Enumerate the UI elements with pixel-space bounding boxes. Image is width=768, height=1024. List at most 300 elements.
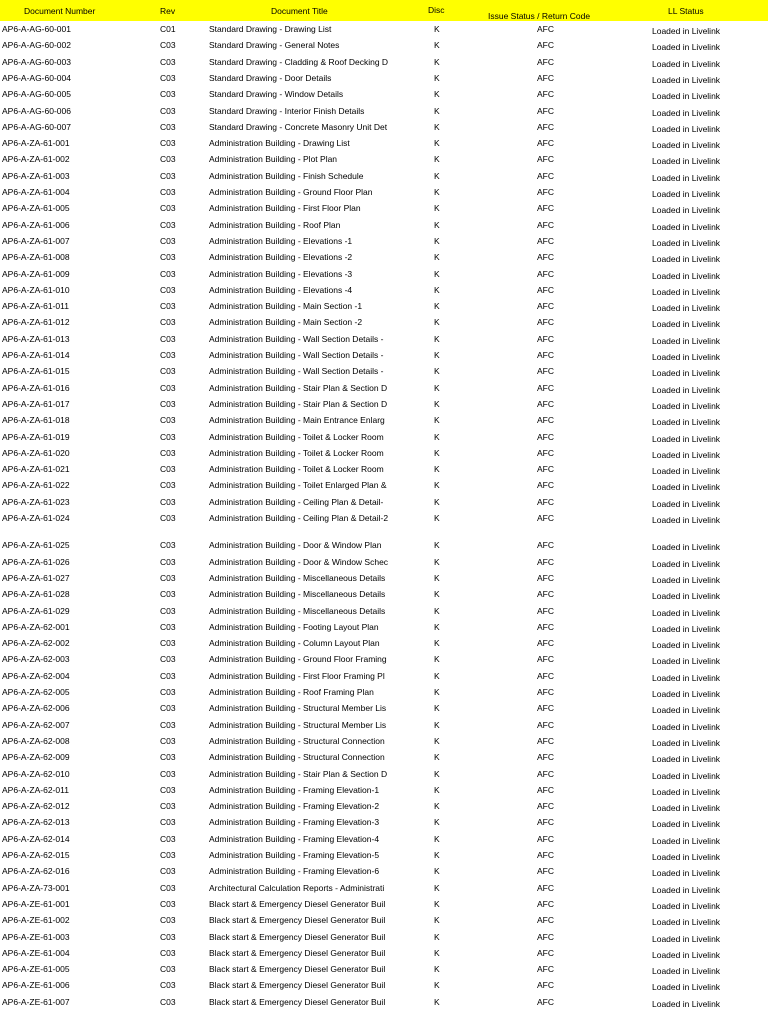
row-ll-status[interactable]: Loaded in Livelink: [652, 558, 721, 569]
header-ll-status[interactable]: LL Status: [668, 6, 704, 16]
row-issue-status[interactable]: AFC: [537, 398, 554, 409]
row-document-title[interactable]: Black start & Emergency Diesel Generator Buil: [209, 964, 386, 975]
row-ll-status[interactable]: Loaded in Livelink: [652, 172, 721, 183]
row-ll-status[interactable]: Loaded in Livelink: [652, 574, 721, 585]
table-row[interactable]: [0, 899, 768, 913]
row-rev[interactable]: C03: [160, 589, 176, 600]
row-document-number[interactable]: AP6-A-ZA-61-028: [2, 589, 70, 600]
row-issue-status[interactable]: AFC: [537, 638, 554, 649]
row-document-title[interactable]: Administration Building - Plot Plan: [209, 154, 338, 165]
row-disc[interactable]: K: [434, 801, 440, 812]
table-row[interactable]: [0, 464, 768, 478]
row-disc[interactable]: K: [434, 752, 440, 763]
header-rev[interactable]: Rev: [160, 6, 176, 16]
row-issue-status[interactable]: AFC: [537, 801, 554, 812]
row-rev[interactable]: C03: [160, 654, 176, 665]
row-rev[interactable]: C03: [160, 235, 176, 246]
row-rev[interactable]: C03: [160, 866, 176, 877]
row-issue-status[interactable]: AFC: [537, 24, 554, 34]
row-ll-status[interactable]: Loaded in Livelink: [652, 156, 721, 167]
row-ll-status[interactable]: Loaded in Livelink: [652, 868, 721, 879]
table-row[interactable]: [0, 866, 768, 880]
row-ll-status[interactable]: Loaded in Livelink: [652, 656, 721, 667]
row-rev[interactable]: C03: [160, 605, 176, 616]
row-issue-status[interactable]: AFC: [537, 40, 554, 51]
row-document-number[interactable]: AP6-A-ZA-61-007: [2, 235, 70, 246]
row-disc[interactable]: K: [434, 866, 440, 877]
table-row[interactable]: [0, 334, 768, 348]
row-ll-status[interactable]: Loaded in Livelink: [652, 591, 721, 602]
table-row[interactable]: [0, 171, 768, 185]
row-document-number[interactable]: AP6-A-ZA-62-009: [2, 752, 70, 763]
row-document-number[interactable]: AP6-A-ZA-61-023: [2, 496, 70, 507]
row-document-title[interactable]: Administration Building - Ground Floor Framing: [209, 654, 387, 665]
row-disc[interactable]: K: [434, 415, 440, 426]
row-issue-status[interactable]: AFC: [537, 556, 554, 567]
row-issue-status[interactable]: AFC: [537, 268, 554, 279]
row-issue-status[interactable]: AFC: [537, 687, 554, 697]
row-issue-status[interactable]: AFC: [537, 154, 554, 165]
table-row[interactable]: [0, 606, 768, 620]
row-document-title[interactable]: Administration Building - Structural Connection: [209, 752, 385, 763]
row-document-title[interactable]: Administration Building - Door & Window Schec: [209, 556, 389, 567]
row-disc[interactable]: K: [434, 882, 440, 893]
row-document-title[interactable]: Standard Drawing - Concrete Masonry Unit Det: [209, 121, 388, 132]
row-rev[interactable]: C03: [160, 333, 176, 344]
table-row[interactable]: [0, 187, 768, 201]
row-issue-status[interactable]: AFC: [537, 203, 554, 214]
row-document-number[interactable]: AP6-A-ZA-61-021: [2, 464, 70, 475]
row-document-number[interactable]: AP6-A-ZA-61-010: [2, 284, 70, 295]
row-document-title[interactable]: Standard Drawing - Window Details: [209, 89, 344, 100]
row-rev[interactable]: C03: [160, 719, 176, 730]
table-row[interactable]: [0, 720, 768, 734]
row-issue-status[interactable]: AFC: [537, 187, 554, 197]
row-ll-status[interactable]: Loaded in Livelink: [652, 623, 721, 634]
row-disc[interactable]: K: [434, 589, 440, 600]
table-row[interactable]: [0, 736, 768, 750]
row-disc[interactable]: K: [434, 540, 440, 551]
row-document-title[interactable]: Administration Building - Structural Connection: [209, 735, 385, 746]
row-ll-status[interactable]: Loaded in Livelink: [652, 982, 721, 993]
table-row[interactable]: [0, 850, 768, 864]
row-document-number[interactable]: AP6-A-ZA-61-017: [2, 398, 70, 409]
table-row[interactable]: [0, 769, 768, 783]
row-disc[interactable]: K: [434, 735, 440, 746]
row-document-number[interactable]: AP6-A-ZA-62-007: [2, 719, 70, 730]
table-row[interactable]: [0, 448, 768, 462]
table-row[interactable]: [0, 964, 768, 978]
table-row[interactable]: [0, 138, 768, 152]
row-document-title[interactable]: Black start & Emergency Diesel Generator Buil: [209, 980, 386, 991]
row-document-number[interactable]: AP6-A-ZA-62-010: [2, 768, 70, 779]
row-rev[interactable]: C03: [160, 513, 176, 523]
row-disc[interactable]: K: [434, 447, 440, 458]
row-disc[interactable]: K: [434, 915, 440, 926]
row-rev[interactable]: C01: [160, 24, 176, 34]
row-disc[interactable]: K: [434, 817, 440, 828]
row-rev[interactable]: C03: [160, 947, 176, 958]
table-row[interactable]: [0, 252, 768, 266]
row-disc[interactable]: K: [434, 654, 440, 665]
row-ll-status[interactable]: Loaded in Livelink: [652, 737, 721, 748]
row-document-title[interactable]: Administration Building - Ceiling Plan & Detail-2: [209, 513, 389, 523]
row-document-title[interactable]: Administration Building - Ground Floor Plan: [209, 187, 373, 197]
row-disc[interactable]: K: [434, 931, 440, 942]
table-row[interactable]: [0, 432, 768, 446]
row-issue-status[interactable]: AFC: [537, 382, 554, 393]
row-rev[interactable]: C03: [160, 996, 176, 1007]
row-disc[interactable]: K: [434, 56, 440, 67]
row-rev[interactable]: C03: [160, 931, 176, 942]
row-rev[interactable]: C03: [160, 703, 176, 714]
row-rev[interactable]: C03: [160, 170, 176, 181]
row-issue-status[interactable]: AFC: [537, 996, 554, 1007]
row-document-number[interactable]: AP6-A-ZE-61-006: [2, 980, 70, 991]
row-document-number[interactable]: AP6-A-ZE-61-003: [2, 931, 70, 942]
table-row[interactable]: [0, 73, 768, 87]
row-issue-status[interactable]: AFC: [537, 850, 554, 860]
row-issue-status[interactable]: AFC: [537, 898, 554, 909]
row-ll-status[interactable]: Loaded in Livelink: [652, 852, 721, 862]
row-issue-status[interactable]: AFC: [537, 464, 554, 475]
row-document-number[interactable]: AP6-A-ZA-62-001: [2, 621, 70, 632]
row-document-title[interactable]: Administration Building - Main Section -2: [209, 317, 363, 328]
table-row[interactable]: [0, 980, 768, 994]
row-document-number[interactable]: AP6-A-ZA-61-020: [2, 447, 70, 458]
row-document-number[interactable]: AP6-A-ZA-62-012: [2, 801, 70, 812]
row-document-number[interactable]: AP6-A-ZA-61-016: [2, 382, 70, 393]
row-issue-status[interactable]: AFC: [537, 703, 554, 714]
row-rev[interactable]: C03: [160, 670, 176, 681]
row-ll-status[interactable]: Loaded in Livelink: [652, 58, 721, 69]
row-issue-status[interactable]: AFC: [537, 833, 554, 844]
table-row[interactable]: [0, 154, 768, 168]
row-ll-status[interactable]: Loaded in Livelink: [652, 607, 721, 618]
row-document-title[interactable]: Administration Building - Elevations -3: [209, 268, 353, 279]
row-disc[interactable]: K: [434, 333, 440, 344]
row-ll-status[interactable]: Loaded in Livelink: [652, 26, 721, 36]
row-rev[interactable]: C03: [160, 768, 176, 779]
row-ll-status[interactable]: Loaded in Livelink: [652, 998, 721, 1009]
row-document-number[interactable]: AP6-A-ZE-61-004: [2, 947, 70, 958]
row-rev[interactable]: C03: [160, 40, 176, 51]
row-document-title[interactable]: Administration Building - Main Section -1: [209, 301, 363, 312]
row-rev[interactable]: C03: [160, 317, 176, 328]
row-rev[interactable]: C03: [160, 447, 176, 458]
row-disc[interactable]: K: [434, 203, 440, 214]
row-rev[interactable]: C03: [160, 431, 176, 442]
row-document-number[interactable]: AP6-A-ZA-62-003: [2, 654, 70, 665]
row-document-title[interactable]: Administration Building - Toilet & Locker Room: [209, 464, 384, 475]
row-document-number[interactable]: AP6-A-ZA-61-015: [2, 366, 70, 377]
table-row[interactable]: [0, 24, 768, 38]
table-row[interactable]: [0, 654, 768, 668]
row-ll-status[interactable]: Loaded in Livelink: [652, 900, 721, 911]
header-issue-status[interactable]: Issue Status / Return Code: [488, 11, 591, 21]
row-ll-status[interactable]: Loaded in Livelink: [652, 542, 721, 553]
header-document-title[interactable]: Document Title: [271, 6, 328, 16]
row-ll-status[interactable]: Loaded in Livelink: [652, 335, 721, 346]
row-document-title[interactable]: Administration Building - Toilet & Locker Room: [209, 431, 384, 442]
row-ll-status[interactable]: Loaded in Livelink: [652, 123, 721, 134]
row-document-number[interactable]: AP6-A-ZA-62-005: [2, 687, 70, 697]
table-row[interactable]: [0, 703, 768, 717]
row-issue-status[interactable]: AFC: [537, 752, 554, 763]
table-row[interactable]: [0, 785, 768, 799]
table-row[interactable]: [0, 480, 768, 494]
row-disc[interactable]: K: [434, 964, 440, 975]
row-ll-status[interactable]: Loaded in Livelink: [652, 721, 721, 732]
row-disc[interactable]: K: [434, 621, 440, 632]
row-ll-status[interactable]: Loaded in Livelink: [652, 384, 721, 395]
row-ll-status[interactable]: Loaded in Livelink: [652, 319, 721, 330]
row-disc[interactable]: K: [434, 268, 440, 279]
row-document-title[interactable]: Administration Building - Stair Plan & Section D: [209, 382, 388, 393]
row-document-title[interactable]: Standard Drawing - Interior Finish Details: [209, 105, 365, 116]
row-disc[interactable]: K: [434, 284, 440, 295]
table-row[interactable]: [0, 801, 768, 815]
row-document-title[interactable]: Black start & Emergency Diesel Generator Buil: [209, 996, 386, 1007]
row-issue-status[interactable]: AFC: [537, 121, 554, 132]
row-ll-status[interactable]: Loaded in Livelink: [652, 221, 721, 232]
row-ll-status[interactable]: Loaded in Livelink: [652, 966, 721, 977]
row-document-number[interactable]: AP6-A-ZA-61-001: [2, 138, 70, 149]
row-rev[interactable]: C03: [160, 496, 176, 507]
row-disc[interactable]: K: [434, 703, 440, 714]
row-disc[interactable]: K: [434, 980, 440, 991]
row-document-title[interactable]: Black start & Emergency Diesel Generator Buil: [209, 915, 386, 926]
row-disc[interactable]: K: [434, 24, 440, 34]
row-rev[interactable]: C03: [160, 784, 176, 795]
row-disc[interactable]: K: [434, 235, 440, 246]
row-document-number[interactable]: AP6-A-ZE-61-001: [2, 898, 70, 909]
table-row[interactable]: [0, 997, 768, 1011]
row-document-title[interactable]: Administration Building - Footing Layout Plan: [209, 621, 379, 632]
row-document-title[interactable]: Administration Building - Framing Elevation-3: [209, 817, 380, 828]
row-document-title[interactable]: Administration Building - Toilet & Locker Room: [209, 447, 384, 458]
row-document-number[interactable]: AP6-A-ZA-61-018: [2, 415, 70, 426]
row-document-title[interactable]: Standard Drawing - General Notes: [209, 40, 340, 51]
row-document-title[interactable]: Administration Building - Door & Window Plan: [209, 540, 382, 551]
row-ll-status[interactable]: Loaded in Livelink: [652, 74, 721, 85]
row-rev[interactable]: C03: [160, 850, 176, 860]
row-issue-status[interactable]: AFC: [537, 252, 554, 263]
row-document-title[interactable]: Administration Building - Stair Plan & Section D: [209, 398, 388, 409]
row-rev[interactable]: C03: [160, 398, 176, 409]
table-row[interactable]: [0, 687, 768, 701]
row-document-number[interactable]: AP6-A-ZA-61-011: [2, 301, 69, 312]
row-disc[interactable]: K: [434, 850, 440, 860]
row-disc[interactable]: K: [434, 513, 440, 523]
table-row[interactable]: [0, 383, 768, 397]
row-ll-status[interactable]: Loaded in Livelink: [652, 949, 721, 960]
row-document-title[interactable]: Administration Building - Stair Plan & Section D: [209, 768, 388, 779]
row-issue-status[interactable]: AFC: [537, 719, 554, 730]
row-document-title[interactable]: Black start & Emergency Diesel Generator Buil: [209, 898, 386, 909]
row-document-title[interactable]: Administration Building - Framing Elevation-6: [209, 866, 380, 877]
row-rev[interactable]: C03: [160, 638, 176, 649]
row-document-number[interactable]: AP6-A-ZA-61-003: [2, 170, 70, 181]
row-ll-status[interactable]: Loaded in Livelink: [652, 449, 721, 460]
table-row[interactable]: [0, 513, 768, 527]
row-ll-status[interactable]: Loaded in Livelink: [652, 352, 721, 362]
table-row[interactable]: [0, 203, 768, 217]
table-row[interactable]: [0, 883, 768, 897]
row-rev[interactable]: C03: [160, 382, 176, 393]
table-row[interactable]: [0, 638, 768, 652]
row-ll-status[interactable]: Loaded in Livelink: [652, 515, 721, 525]
row-document-title[interactable]: Administration Building - Wall Section Details -: [209, 333, 384, 344]
row-ll-status[interactable]: Loaded in Livelink: [652, 107, 721, 118]
row-rev[interactable]: C03: [160, 621, 176, 632]
row-issue-status[interactable]: AFC: [537, 784, 554, 795]
row-document-number[interactable]: AP6-A-ZA-61-006: [2, 219, 70, 230]
row-document-title[interactable]: Administration Building - Framing Elevation-4: [209, 833, 380, 844]
row-rev[interactable]: C03: [160, 105, 176, 116]
row-issue-status[interactable]: AFC: [537, 138, 554, 149]
row-document-number[interactable]: AP6-A-AG-60-004: [2, 72, 71, 83]
table-row[interactable]: [0, 573, 768, 587]
row-issue-status[interactable]: AFC: [537, 605, 554, 616]
table-row[interactable]: [0, 589, 768, 603]
row-document-number[interactable]: AP6-A-ZA-62-011: [2, 784, 69, 795]
row-ll-status[interactable]: Loaded in Livelink: [652, 786, 721, 797]
row-document-number[interactable]: AP6-A-ZA-61-024: [2, 513, 70, 523]
row-ll-status[interactable]: Loaded in Livelink: [652, 672, 721, 683]
row-document-number[interactable]: AP6-A-ZA-62-006: [2, 703, 70, 714]
row-document-number[interactable]: AP6-A-ZA-61-014: [2, 350, 70, 360]
row-disc[interactable]: K: [434, 301, 440, 312]
row-ll-status[interactable]: Loaded in Livelink: [652, 803, 721, 814]
row-disc[interactable]: K: [434, 496, 440, 507]
table-row[interactable]: [0, 220, 768, 234]
row-disc[interactable]: K: [434, 40, 440, 51]
table-row[interactable]: [0, 834, 768, 848]
row-document-number[interactable]: AP6-A-ZE-61-005: [2, 964, 70, 975]
row-ll-status[interactable]: Loaded in Livelink: [652, 705, 721, 716]
table-row[interactable]: [0, 415, 768, 429]
row-issue-status[interactable]: AFC: [537, 915, 554, 926]
row-ll-status[interactable]: Loaded in Livelink: [652, 91, 721, 102]
row-disc[interactable]: K: [434, 480, 440, 491]
row-document-number[interactable]: AP6-A-AG-60-002: [2, 40, 71, 51]
row-issue-status[interactable]: AFC: [537, 572, 554, 583]
row-issue-status[interactable]: AFC: [537, 621, 554, 632]
row-issue-status[interactable]: AFC: [537, 219, 554, 230]
row-document-number[interactable]: AP6-A-ZA-62-015: [2, 850, 70, 860]
row-document-number[interactable]: AP6-A-ZA-61-008: [2, 252, 70, 263]
row-document-number[interactable]: AP6-A-ZA-61-019: [2, 431, 70, 442]
row-issue-status[interactable]: AFC: [537, 284, 554, 295]
row-issue-status[interactable]: AFC: [537, 105, 554, 116]
row-document-title[interactable]: Administration Building - Elevations -4: [209, 284, 353, 295]
row-document-number[interactable]: AP6-A-ZA-61-009: [2, 268, 70, 279]
row-disc[interactable]: K: [434, 719, 440, 730]
row-disc[interactable]: K: [434, 996, 440, 1007]
row-disc[interactable]: K: [434, 138, 440, 149]
row-rev[interactable]: C03: [160, 980, 176, 991]
row-document-number[interactable]: AP6-A-ZA-62-014: [2, 833, 70, 844]
row-document-number[interactable]: AP6-A-ZA-61-005: [2, 203, 70, 214]
row-document-title[interactable]: Standard Drawing - Door Details: [209, 72, 332, 83]
table-row[interactable]: [0, 89, 768, 103]
row-document-title[interactable]: Administration Building - Miscellaneous Details: [209, 572, 386, 583]
row-document-number[interactable]: AP6-A-ZA-62-008: [2, 735, 70, 746]
row-document-number[interactable]: AP6-A-ZA-73-001: [2, 882, 70, 893]
row-rev[interactable]: C03: [160, 72, 176, 83]
row-rev[interactable]: C03: [160, 268, 176, 279]
table-row[interactable]: [0, 236, 768, 250]
row-document-number[interactable]: AP6-A-ZE-61-007: [2, 996, 70, 1007]
row-document-number[interactable]: AP6-A-AG-60-006: [2, 105, 71, 116]
row-disc[interactable]: K: [434, 833, 440, 844]
row-disc[interactable]: K: [434, 121, 440, 132]
row-issue-status[interactable]: AFC: [537, 447, 554, 458]
row-rev[interactable]: C03: [160, 556, 176, 567]
row-rev[interactable]: C03: [160, 540, 176, 551]
row-rev[interactable]: C03: [160, 301, 176, 312]
row-document-title[interactable]: Administration Building - Roof Framing Plan: [209, 687, 374, 697]
row-document-title[interactable]: Administration Building - Wall Section Details -: [209, 366, 384, 377]
row-rev[interactable]: C03: [160, 121, 176, 132]
header-document-number[interactable]: Document Number: [24, 6, 96, 16]
row-document-number[interactable]: AP6-A-AG-60-001: [2, 24, 71, 34]
row-issue-status[interactable]: AFC: [537, 317, 554, 328]
table-row[interactable]: [0, 301, 768, 315]
row-document-title[interactable]: Administration Building - First Floor Plan: [209, 203, 361, 214]
row-rev[interactable]: C03: [160, 687, 176, 697]
row-document-title[interactable]: Standard Drawing - Drawing List: [209, 24, 332, 34]
table-row[interactable]: [0, 285, 768, 299]
row-disc[interactable]: K: [434, 670, 440, 681]
row-disc[interactable]: K: [434, 154, 440, 165]
row-rev[interactable]: C03: [160, 284, 176, 295]
row-rev[interactable]: C03: [160, 138, 176, 149]
row-disc[interactable]: K: [434, 687, 440, 697]
row-issue-status[interactable]: AFC: [537, 89, 554, 100]
row-issue-status[interactable]: AFC: [537, 301, 554, 312]
row-issue-status[interactable]: AFC: [537, 496, 554, 507]
row-issue-status[interactable]: AFC: [537, 670, 554, 681]
table-row[interactable]: [0, 40, 768, 54]
row-ll-status[interactable]: Loaded in Livelink: [652, 689, 721, 699]
row-rev[interactable]: C03: [160, 833, 176, 844]
row-ll-status[interactable]: Loaded in Livelink: [652, 884, 721, 895]
row-issue-status[interactable]: AFC: [537, 540, 554, 551]
row-rev[interactable]: C03: [160, 480, 176, 491]
row-document-number[interactable]: AP6-A-AG-60-003: [2, 56, 71, 67]
row-issue-status[interactable]: AFC: [537, 735, 554, 746]
row-disc[interactable]: K: [434, 898, 440, 909]
table-row[interactable]: [0, 622, 768, 636]
row-disc[interactable]: K: [434, 398, 440, 409]
row-document-number[interactable]: AP6-A-ZA-61-029: [2, 605, 70, 616]
row-document-number[interactable]: AP6-A-ZE-61-002: [2, 915, 70, 926]
row-document-title[interactable]: Administration Building - Column Layout Plan: [209, 638, 380, 649]
row-document-number[interactable]: AP6-A-ZA-61-025: [2, 540, 70, 551]
row-disc[interactable]: K: [434, 219, 440, 230]
row-document-number[interactable]: AP6-A-ZA-61-027: [2, 572, 70, 583]
table-row[interactable]: [0, 557, 768, 571]
row-document-title[interactable]: Administration Building - Framing Elevation-1: [209, 784, 380, 795]
row-rev[interactable]: C03: [160, 464, 176, 475]
row-document-title[interactable]: Administration Building - Wall Section Details -: [209, 350, 384, 360]
row-issue-status[interactable]: AFC: [537, 768, 554, 779]
row-issue-status[interactable]: AFC: [537, 415, 554, 426]
row-issue-status[interactable]: AFC: [537, 333, 554, 344]
row-disc[interactable]: K: [434, 366, 440, 377]
